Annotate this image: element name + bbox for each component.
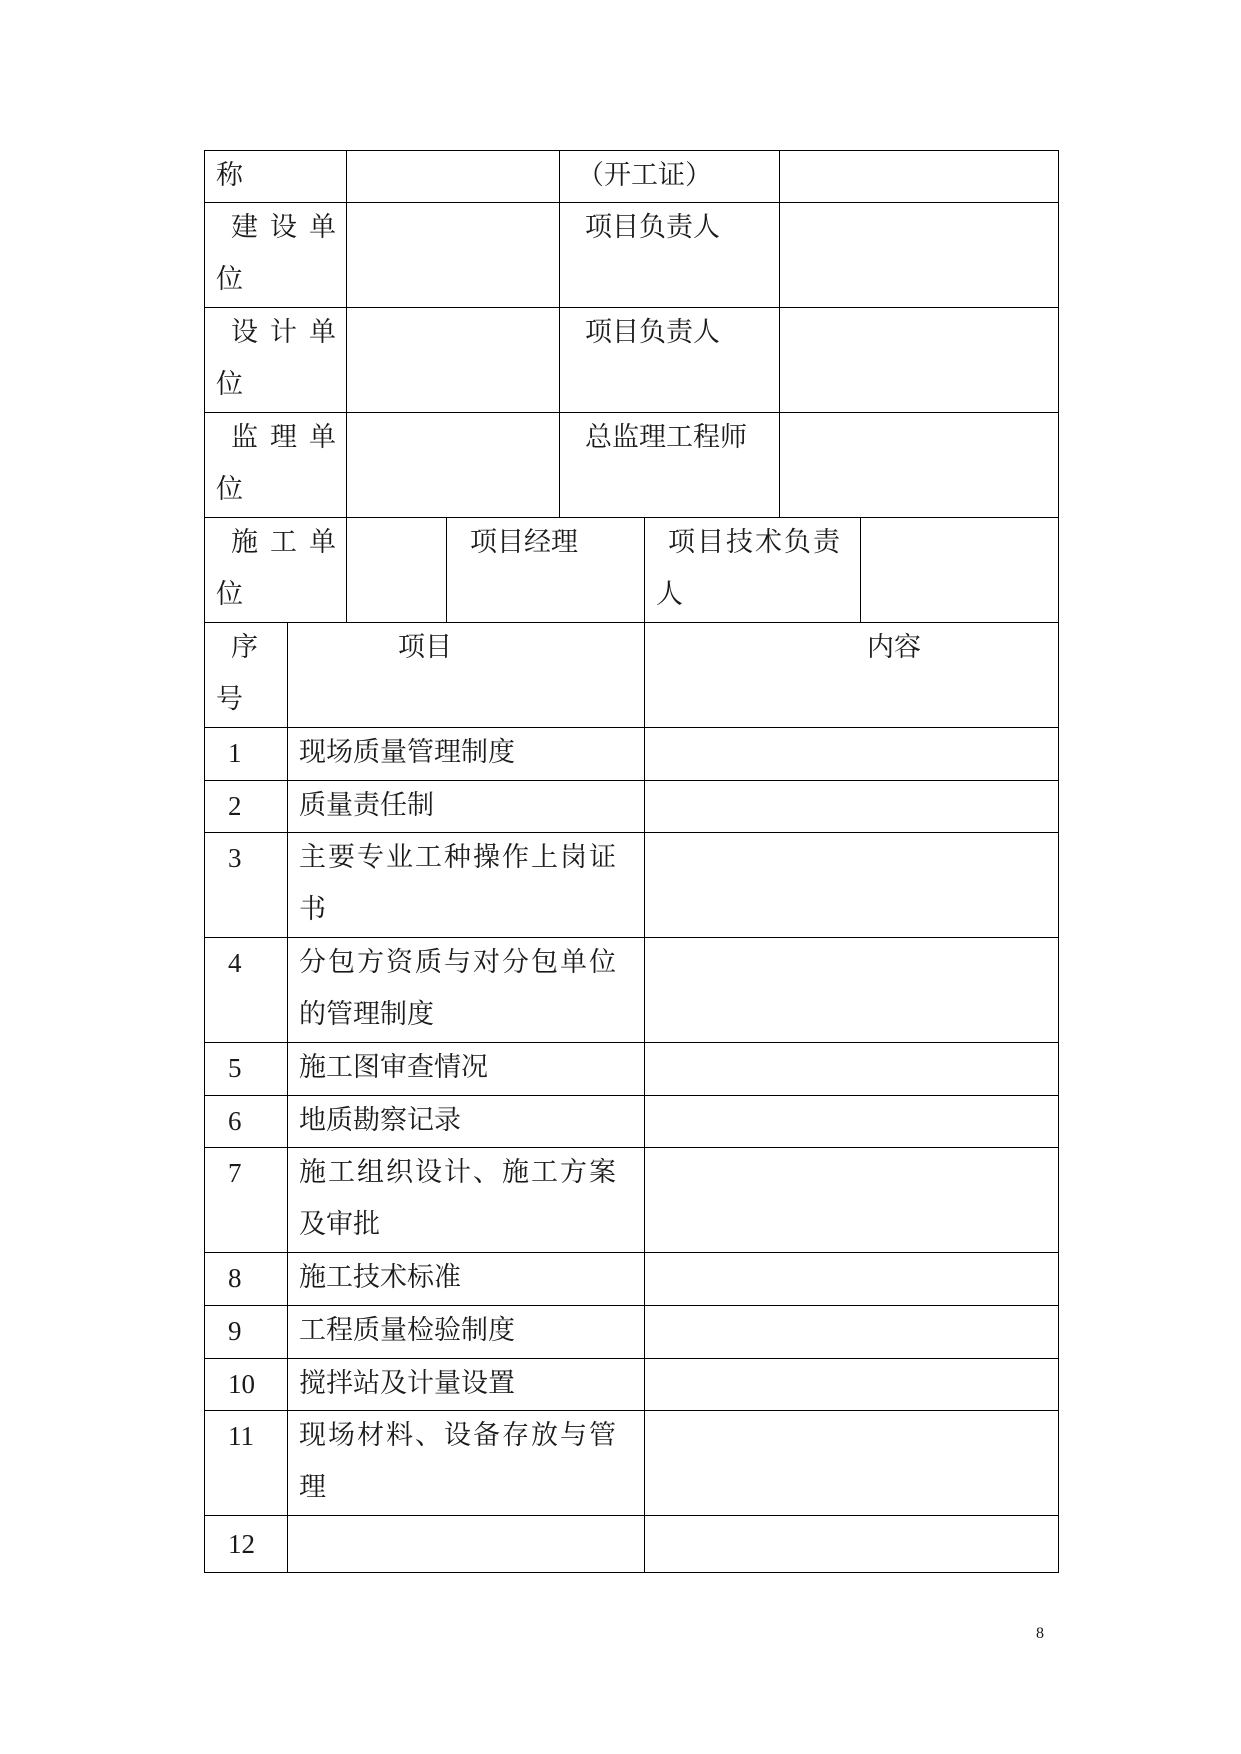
contractor-label-cont: 位 xyxy=(216,579,243,610)
content-column-header: 内容 xyxy=(867,632,921,663)
technical-lead-label: 项目技术负责 xyxy=(668,527,842,558)
row-number: 3 xyxy=(228,843,242,873)
row-item: 现场材料、设备存放与管 xyxy=(299,1420,618,1451)
design-unit-label: 设计单 xyxy=(231,317,348,348)
column-divider xyxy=(287,622,288,1573)
row-number: 9 xyxy=(228,1316,242,1346)
technical-lead-label-cont: 人 xyxy=(656,579,683,610)
row-item: 搅拌站及计量设置 xyxy=(299,1368,515,1399)
row-item-cont: 及审批 xyxy=(299,1209,380,1240)
row-number: 5 xyxy=(228,1053,242,1083)
row-number: 4 xyxy=(228,948,242,978)
row-number: 7 xyxy=(228,1158,242,1188)
row-item: 施工组织设计、施工方案 xyxy=(299,1157,618,1188)
column-divider xyxy=(644,517,645,1573)
row-item: 施工图审查情况 xyxy=(299,1052,488,1083)
table-border-right xyxy=(1058,150,1059,1573)
construction-unit-label-cont: 位 xyxy=(216,264,243,295)
row-item-cont: 理 xyxy=(299,1472,326,1503)
permit-label: （开工证） xyxy=(577,160,712,191)
row-item: 分包方资质与对分包单位 xyxy=(299,947,618,978)
row-number: 11 xyxy=(228,1421,254,1451)
supervision-unit-label-cont: 位 xyxy=(216,474,243,505)
row-item: 地质勘察记录 xyxy=(299,1105,461,1136)
row-divider xyxy=(204,1515,1059,1516)
table-border-left xyxy=(204,150,205,1573)
row-item-cont: 书 xyxy=(299,894,326,925)
row-item: 主要专业工种操作上岗证 xyxy=(299,842,618,873)
column-divider xyxy=(559,150,560,517)
row-item: 工程质量检验制度 xyxy=(299,1315,515,1346)
chief-supervisor-label: 总监理工程师 xyxy=(585,422,747,453)
construction-unit-label: 建设单 xyxy=(231,212,348,243)
supervision-unit-label: 监理单 xyxy=(231,422,348,453)
row-item: 现场质量管理制度 xyxy=(299,737,515,768)
row-divider xyxy=(204,622,1059,623)
row-number: 1 xyxy=(228,738,242,768)
seq-column-header: 序 xyxy=(231,632,258,663)
quality-management-checklist-table xyxy=(204,150,1059,1573)
seq-column-header-cont: 号 xyxy=(216,684,243,715)
item-column-header: 项目 xyxy=(398,632,452,663)
table-border-bottom xyxy=(204,1572,1059,1573)
page-number: 8 xyxy=(1036,1625,1044,1642)
column-divider xyxy=(446,517,447,622)
row-item-cont: 的管理制度 xyxy=(299,999,434,1030)
row-number: 2 xyxy=(228,791,242,821)
row-number: 12 xyxy=(228,1529,255,1559)
contractor-label: 施工单 xyxy=(231,527,348,558)
column-divider xyxy=(779,150,780,517)
design-unit-label-cont: 位 xyxy=(216,369,243,400)
row-item: 质量责任制 xyxy=(299,790,434,821)
design-unit-contact-label: 项目负责人 xyxy=(585,317,720,348)
row-number: 6 xyxy=(228,1106,242,1136)
project-name-label: 称 xyxy=(216,160,243,191)
row-number: 8 xyxy=(228,1263,242,1293)
column-divider xyxy=(860,517,861,622)
row-number: 10 xyxy=(228,1369,255,1399)
row-item: 施工技术标准 xyxy=(299,1262,461,1293)
project-manager-label: 项目经理 xyxy=(470,527,578,558)
construction-unit-contact-label: 项目负责人 xyxy=(585,212,720,243)
